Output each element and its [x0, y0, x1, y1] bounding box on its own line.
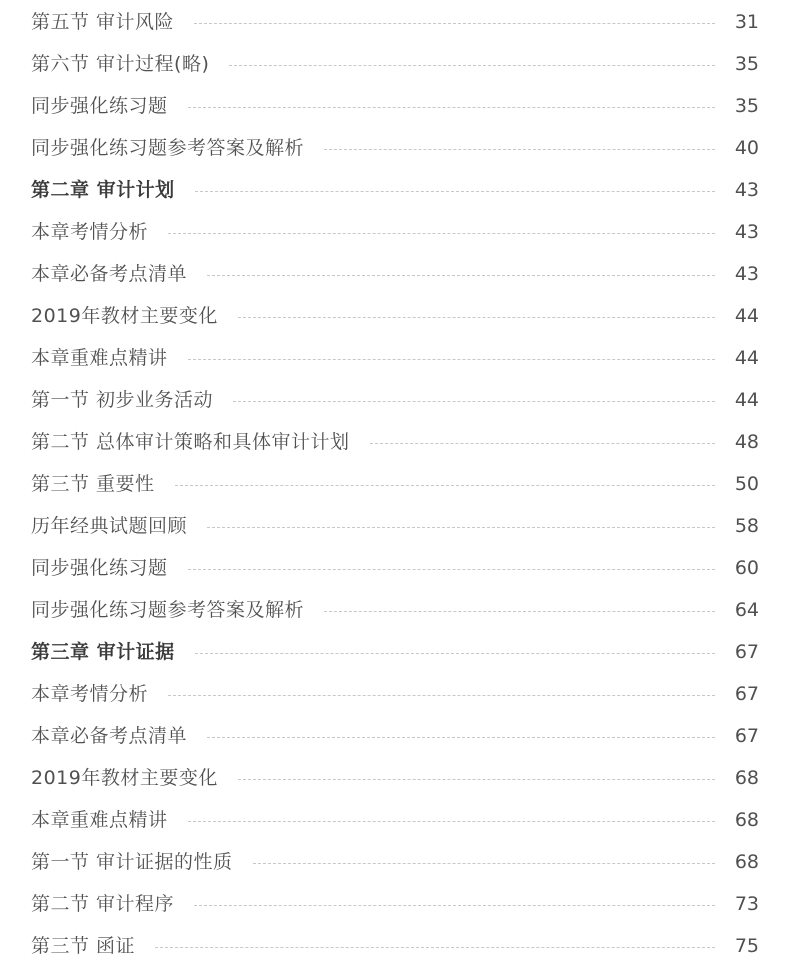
- toc-entry-title: 同步强化练习题参考答案及解析: [31, 137, 305, 159]
- dotted-leader: [207, 527, 715, 528]
- toc-page-number: 48: [734, 431, 759, 453]
- toc-entry-title: 本章考情分析: [31, 683, 149, 705]
- toc-row[interactable]: [31, 889, 759, 919]
- toc-page-number: 31: [734, 11, 759, 33]
- toc-row[interactable]: [31, 511, 759, 541]
- toc-entry-title: 同步强化练习题: [31, 95, 168, 117]
- toc-row[interactable]: [31, 301, 759, 331]
- toc-entry-title: 历年经典试题回顾: [31, 515, 188, 537]
- dotted-leader: [188, 821, 715, 822]
- toc-page-number: 43: [734, 221, 759, 243]
- toc-row[interactable]: [31, 721, 759, 751]
- dotted-leader: [233, 401, 715, 402]
- toc-page-number: 43: [734, 179, 759, 201]
- toc-row[interactable]: [31, 595, 759, 625]
- toc-page-number: 73: [734, 893, 759, 915]
- toc-row[interactable]: [31, 343, 759, 373]
- toc-page-number: 40: [734, 137, 759, 159]
- toc-entry-title: 同步强化练习题参考答案及解析: [31, 599, 305, 621]
- toc-row[interactable]: [31, 469, 759, 499]
- dotted-leader: [168, 695, 715, 696]
- dotted-leader: [175, 485, 715, 486]
- toc-page-number: 64: [734, 599, 759, 621]
- toc-row[interactable]: [31, 805, 759, 835]
- toc-entry-title: 本章必备考点清单: [31, 725, 188, 747]
- toc-chapter-row[interactable]: [31, 175, 759, 205]
- dotted-leader: [194, 23, 715, 24]
- dotted-leader: [195, 653, 715, 654]
- toc-row[interactable]: [31, 679, 759, 709]
- dotted-leader: [238, 317, 715, 318]
- toc-row[interactable]: [31, 133, 759, 163]
- dotted-leader: [188, 107, 715, 108]
- toc-page-number: 44: [734, 347, 759, 369]
- toc-page-number: 67: [734, 683, 759, 705]
- dotted-leader: [253, 863, 715, 864]
- toc-entry-title: 第二节 总体审计策略和具体审计计划: [31, 431, 350, 453]
- toc-page-number: 43: [734, 263, 759, 285]
- dotted-leader: [168, 233, 715, 234]
- toc-row[interactable]: [31, 385, 759, 415]
- dotted-leader: [188, 359, 715, 360]
- toc-entry-title: 第一节 初步业务活动: [31, 389, 214, 411]
- toc-page-number: 35: [734, 53, 759, 75]
- toc-entry-title: 第三节 重要性: [31, 473, 155, 495]
- toc-page-number: 68: [734, 809, 759, 831]
- dotted-leader: [229, 65, 715, 66]
- toc-row[interactable]: [31, 7, 759, 37]
- toc-row[interactable]: [31, 217, 759, 247]
- dotted-leader: [194, 905, 715, 906]
- toc-entry-title: 第一节 审计证据的性质: [31, 851, 233, 873]
- toc-entry-title: 第三节 函证: [31, 935, 136, 957]
- toc-page-number: 75: [734, 935, 759, 957]
- toc-row[interactable]: [31, 931, 759, 961]
- toc-page-number: 44: [734, 389, 759, 411]
- toc-row[interactable]: [31, 553, 759, 583]
- toc-row[interactable]: [31, 847, 759, 877]
- toc-row[interactable]: [31, 91, 759, 121]
- toc-page-number: 58: [734, 515, 759, 537]
- toc-entry-title: 第五节 审计风险: [31, 11, 175, 33]
- dotted-leader: [238, 779, 715, 780]
- toc-entry-title: 本章必备考点清单: [31, 263, 188, 285]
- dotted-leader: [207, 737, 715, 738]
- toc-page-number: 35: [734, 95, 759, 117]
- toc-entry-title: 同步强化练习题: [31, 557, 168, 579]
- toc-entry-title: 2019年教材主要变化: [31, 767, 218, 789]
- dotted-leader: [207, 275, 715, 276]
- toc-row[interactable]: [31, 259, 759, 289]
- toc-entry-title: 本章考情分析: [31, 221, 149, 243]
- toc-page-number: 67: [734, 641, 759, 663]
- dotted-leader: [195, 191, 715, 192]
- toc-chapter-row[interactable]: [31, 637, 759, 667]
- dotted-leader: [324, 149, 715, 150]
- dotted-leader: [370, 443, 715, 444]
- toc-entry-title: 本章重难点精讲: [31, 809, 168, 831]
- dotted-leader: [155, 947, 715, 948]
- toc-entry-title: 本章重难点精讲: [31, 347, 168, 369]
- toc-row[interactable]: [31, 427, 759, 457]
- toc-chapter-title: 第二章 审计计划: [31, 179, 175, 201]
- toc-entry-title: 第二节 审计程序: [31, 893, 175, 915]
- toc-row[interactable]: [31, 49, 759, 79]
- toc-row[interactable]: [31, 763, 759, 793]
- toc-entry-title: 第六节 审计过程(略): [31, 53, 210, 75]
- dotted-leader: [324, 611, 715, 612]
- dotted-leader: [188, 569, 715, 570]
- toc-page-number: 67: [734, 725, 759, 747]
- toc-chapter-title: 第三章 审计证据: [31, 641, 175, 663]
- toc-page-number: 68: [734, 767, 759, 789]
- toc-page-number: 68: [734, 851, 759, 873]
- toc-page-number: 50: [734, 473, 759, 495]
- toc-entry-title: 2019年教材主要变化: [31, 305, 218, 327]
- toc-page-number: 44: [734, 305, 759, 327]
- toc-page-number: 60: [734, 557, 759, 579]
